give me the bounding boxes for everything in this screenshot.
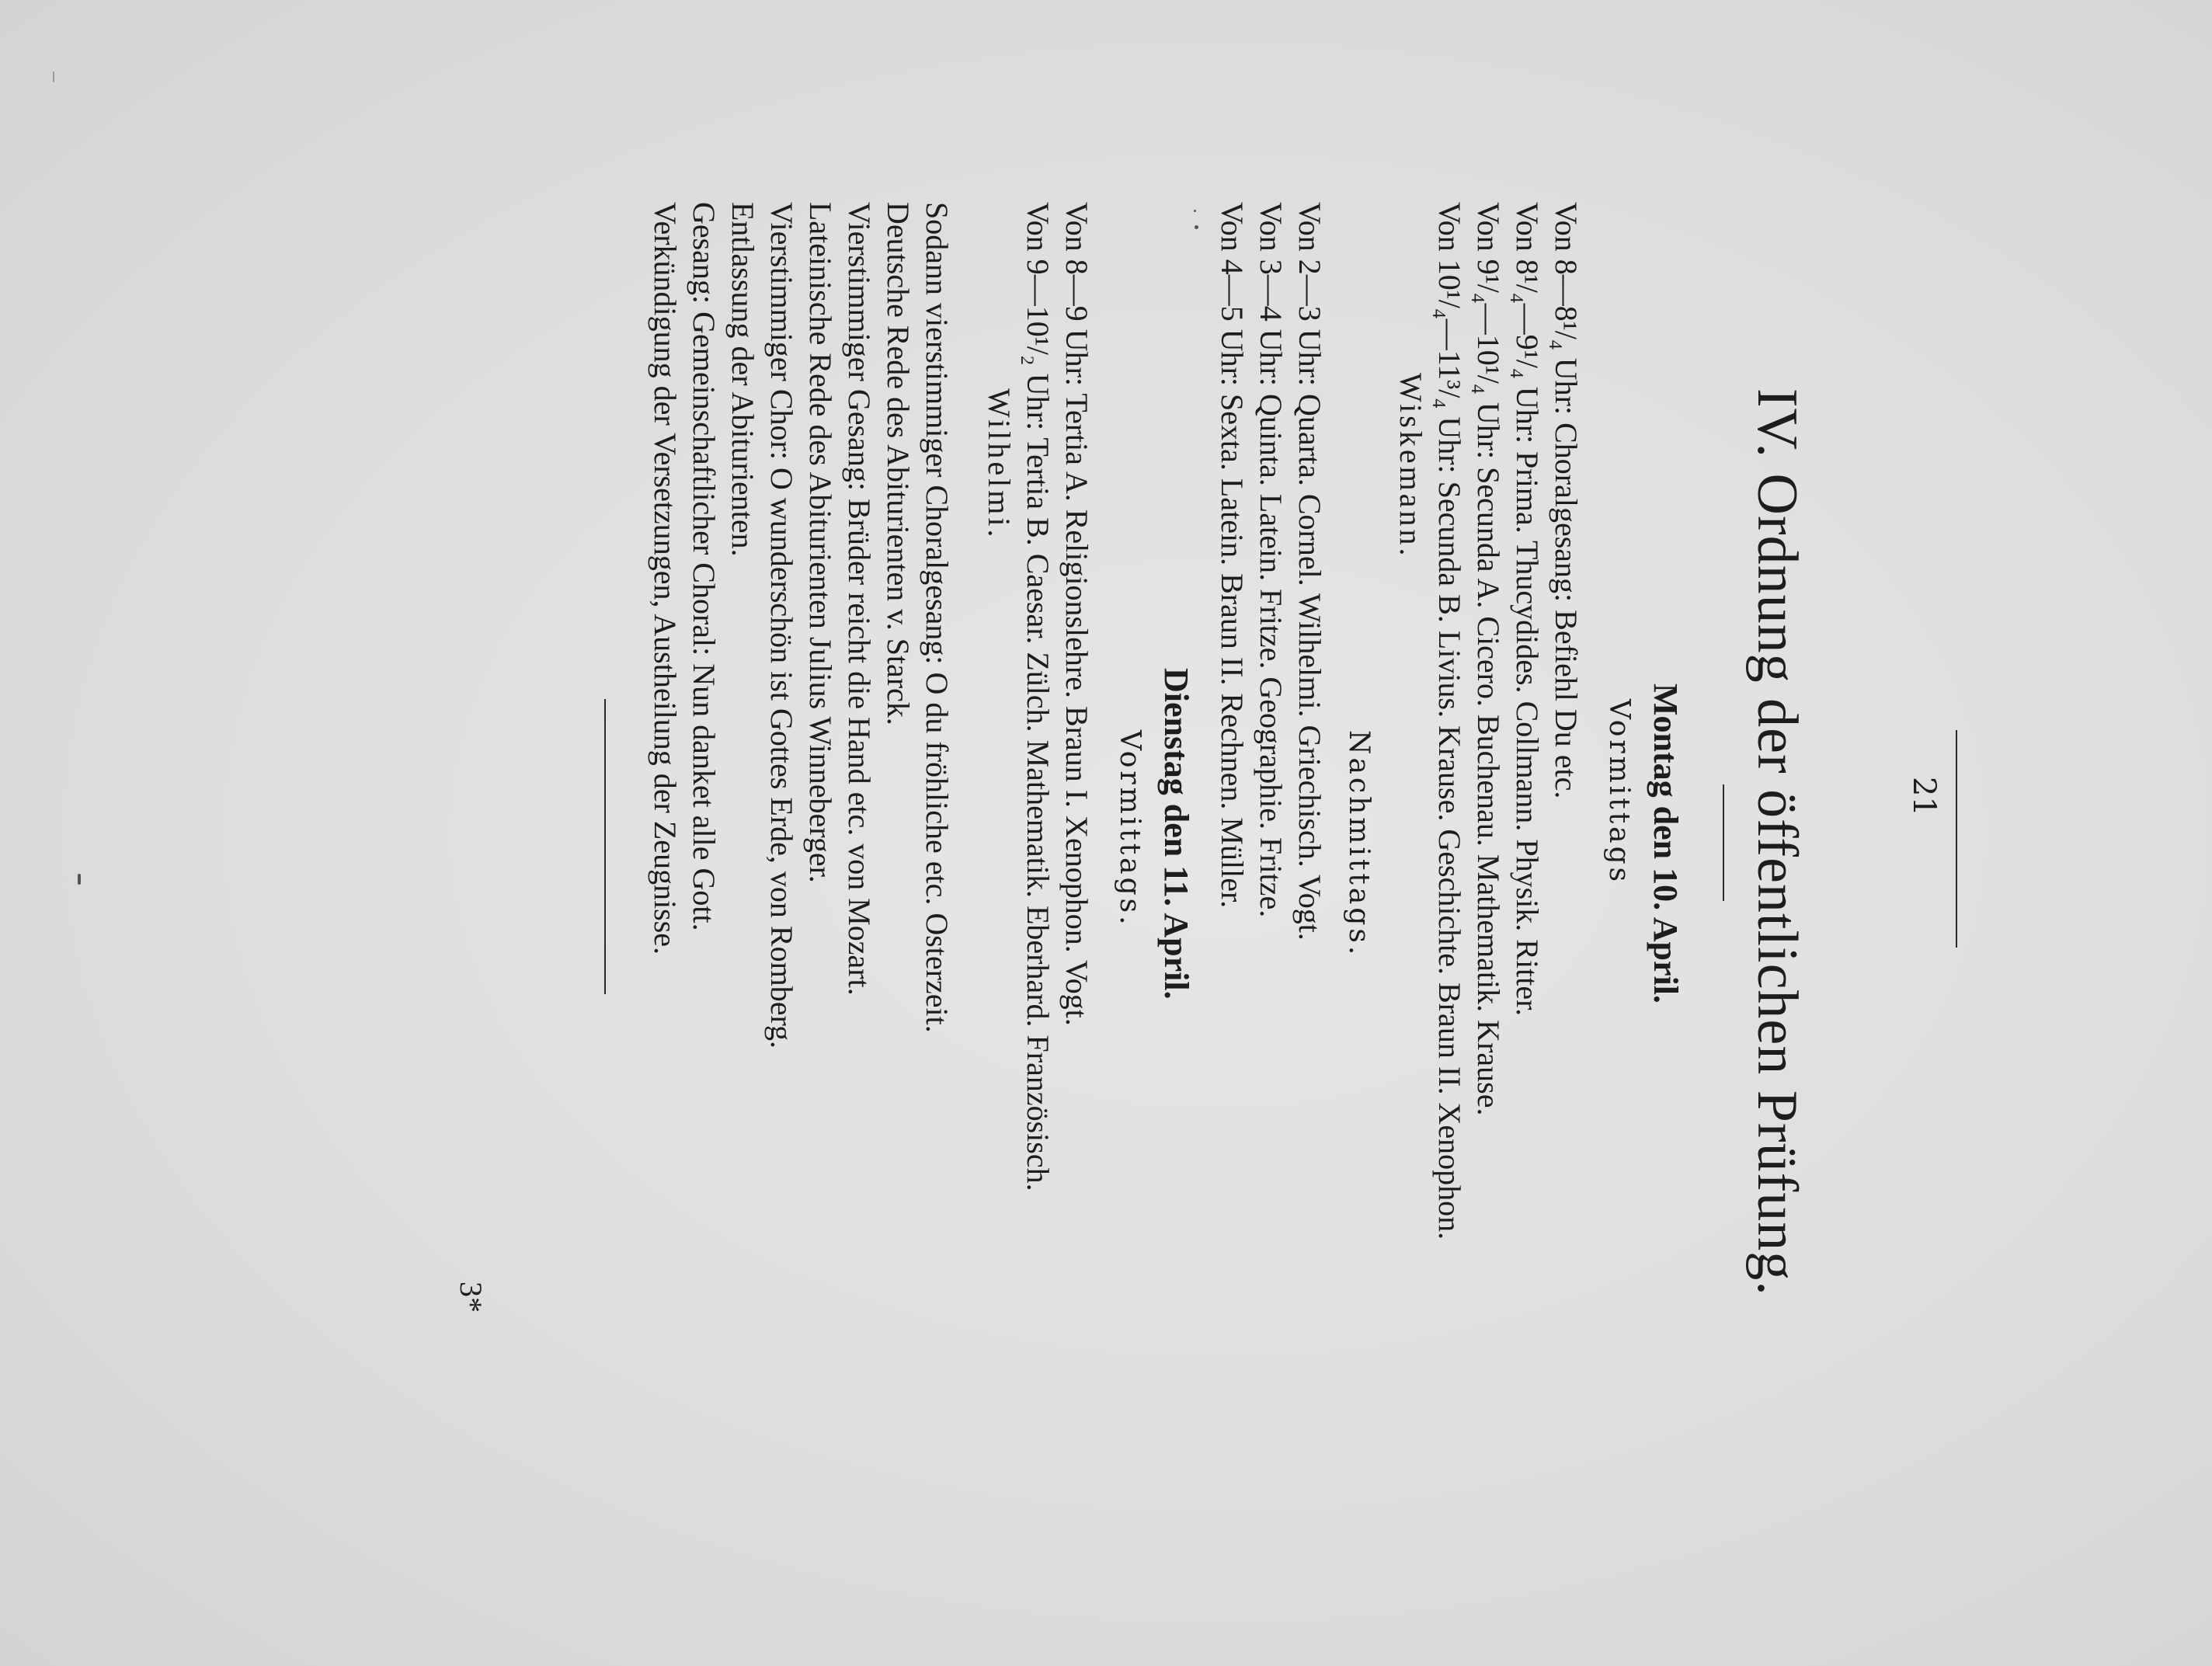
page-speck [78, 874, 81, 885]
title-rule [1723, 784, 1724, 901]
page-speck [1195, 225, 1198, 229]
top-rule [1956, 730, 1957, 948]
rotated-page-content [454, 62, 1942, 1608]
tuesday-morning-line-1: Von 8—9 Uhr: Tertia A. Religionslehre. Braun I. Xenophon. Vogt. [1059, 202, 1094, 1026]
tuesday-morning-label: Vormittags. [1114, 730, 1146, 928]
closing-line-1: Sodann vierstimmiger Choralgesang: O du fröhliche etc. Osterzeit. [920, 202, 955, 1033]
closing-line-7: Gesang: Gemeinschaftlicher Choral: Nun danket alle Gott. [687, 202, 722, 931]
signature-mark: 3* [454, 1282, 489, 1313]
monday-afternoon-line-2: Von 3—4 Uhr: Quinta. Latein. Fritze. Geographie. Fritze. [1254, 202, 1289, 918]
monday-afternoon-label: Nachmittags. [1343, 730, 1375, 958]
monday-afternoon-line-3: Von 4—5 Uhr: Sexta. Latein. Braun II. Rechnen. Müller. [1215, 202, 1250, 909]
page-speck [1194, 210, 1196, 212]
page-speck [53, 71, 54, 82]
monday-morning-line-2: Von 8¹/₄—9¹/₄ Uhr: Prima. Thucydides. Collmann. Physik. Ritter. [1510, 202, 1545, 1017]
monday-morning-line-1: Von 8—8¹/₄ Uhr: Choralgesang: Befiehl Du etc. [1549, 202, 1584, 799]
closing-line-6: Entlassung der Abiturienten. [725, 202, 760, 557]
tuesday-morning-line-2: Von 9—10¹/₂ Uhr: Tertia B. Caesar. Zülch. Mathematik. Eberhard. Französisch. [1021, 202, 1056, 1191]
monday-morning-line-4: Von 10¹/₄—11³/₄ Uhr: Secunda B. Livius. Krause. Geschichte. Braun II. Xenophon. [1432, 202, 1467, 1240]
monday-morning-line-3: Von 9¹/₄—10¹/₄ Uhr: Secunda A. Cicero. Buchenau. Mathematik. Krause. [1471, 202, 1506, 1116]
monday-morning-line-5: Wiskemann. [1393, 373, 1428, 559]
closing-line-2: Deutsche Rede des Abiturienten v. Starck. [881, 202, 916, 725]
monday-afternoon-line-1: Von 2—3 Uhr: Quarta. Cornel. Wilhelmi. Griechisch. Vogt. [1292, 202, 1327, 941]
tuesday-morning-line-3: Wilhelmi. [982, 388, 1017, 541]
closing-line-3: Vierstimmiger Gesang: Brüder reicht die Hand etc. von Mozart. [842, 202, 877, 996]
section-title: IV. Ordnung der öffentlichen Prüfung. [1745, 388, 1809, 1296]
bottom-rule [604, 699, 606, 994]
monday-heading: Montag den 10. April. [1647, 683, 1685, 1003]
tuesday-heading: Dienstag den 11. April. [1157, 668, 1195, 1000]
closing-line-4: Lateinische Rede des Abiturienten Julius Winneberger. [803, 202, 838, 883]
closing-line-8: Verkündigung der Versetzungen, Austheilung der Zeugnisse. [648, 202, 683, 955]
page-number: 21 [1906, 777, 1942, 816]
monday-morning-label: Vormittags [1603, 699, 1635, 885]
closing-line-5: Vierstimmiger Chor: O wunderschön ist Gottes Erde, von Romberg. [764, 202, 799, 1049]
